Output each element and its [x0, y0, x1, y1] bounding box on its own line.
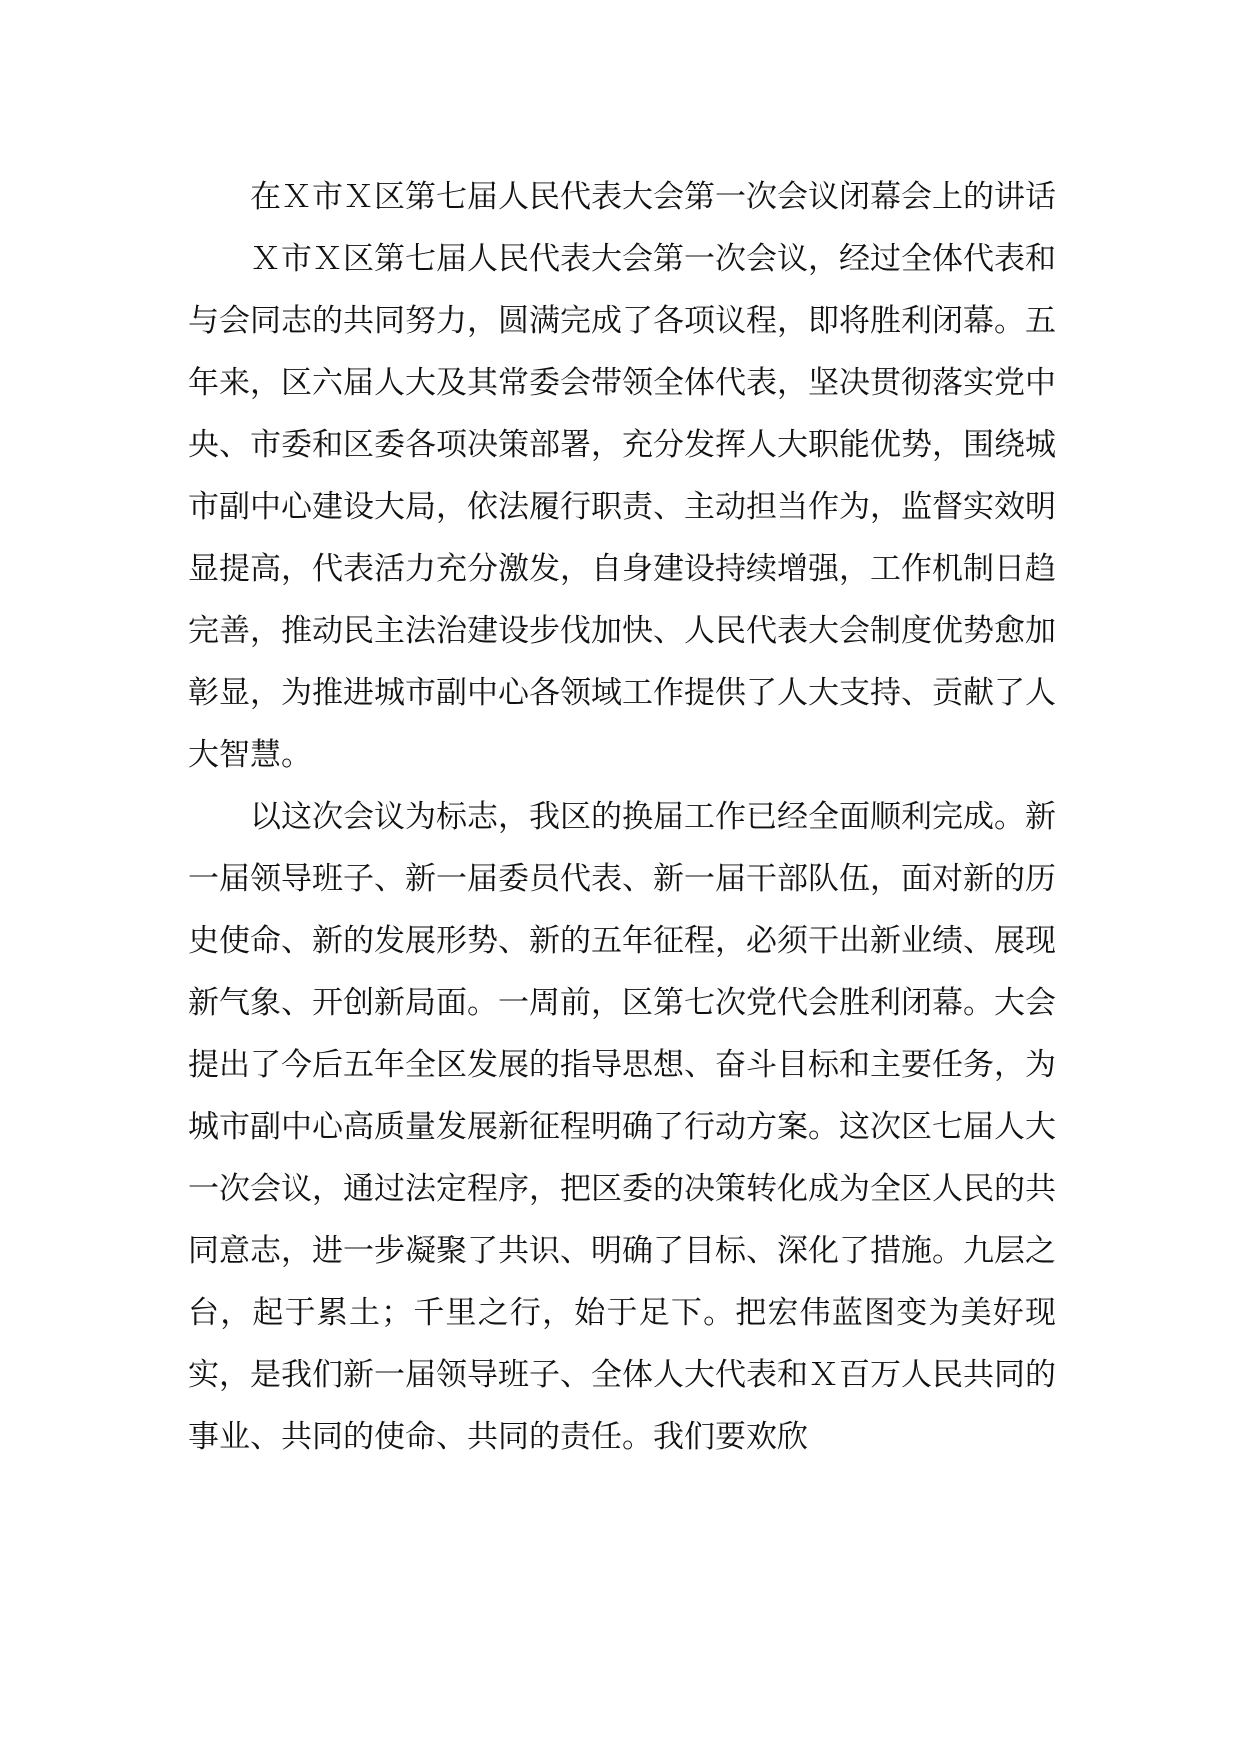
- speech-title: 在Ｘ市Ｘ区第七届人民代表大会第一次会议闭幕会上的讲话: [250, 179, 1056, 215]
- paragraph-1: Ｘ市Ｘ区第七届人民代表大会第一次会议，经过全体代表和与会同志的共同努力，圆满完成了各项议程，即将胜利闭幕。五年来，区六届人大及其常委会带领全体代表，坚决贯彻落实党中央、市委和区委各项决策部署，充分发挥人大职能优势，围绕城市副中心建设大局，依法履行职责、主动担当作为，监督实效明显提高，代表活力充分激发，自身建设持续增强，工作机制日趋完善，推动民主法治建设步伐加快、人民代表大会制度优势愈加彰显，为推进城市副中心各领域工作提供了人大支持、贡献了人大智慧。: [188, 241, 1056, 773]
- paragraph-2: 以这次会议为标志，我区的换届工作已经全面顺利完成。新一届领导班子、新一届委员代表、新一届干部队伍，面对新的历史使命、新的发展形势、新的五年征程，必须干出新业绩、展现新气象、开创新局面。一周前，区第七次党代会胜利闭幕。大会提出了今后五年全区发展的指导思想、奋斗目标和主要任务，为城市副中心高质量发展新征程明确了行动方案。这次区七届人大一次会议，通过法定程序，把区委的决策转化成为全区人民的共同意志，进一步凝聚了共识、明确了目标、深化了措施。九层之台，起于累土；千里之行，始于足下。把宏伟蓝图变为美好现实，是我们新一届领导班子、全体人大代表和Ｘ百万人民共同的事业、共同的使命、共同的责任。我们要欢欣: [188, 799, 1056, 1455]
- document-body: [188, 166, 1056, 1468]
